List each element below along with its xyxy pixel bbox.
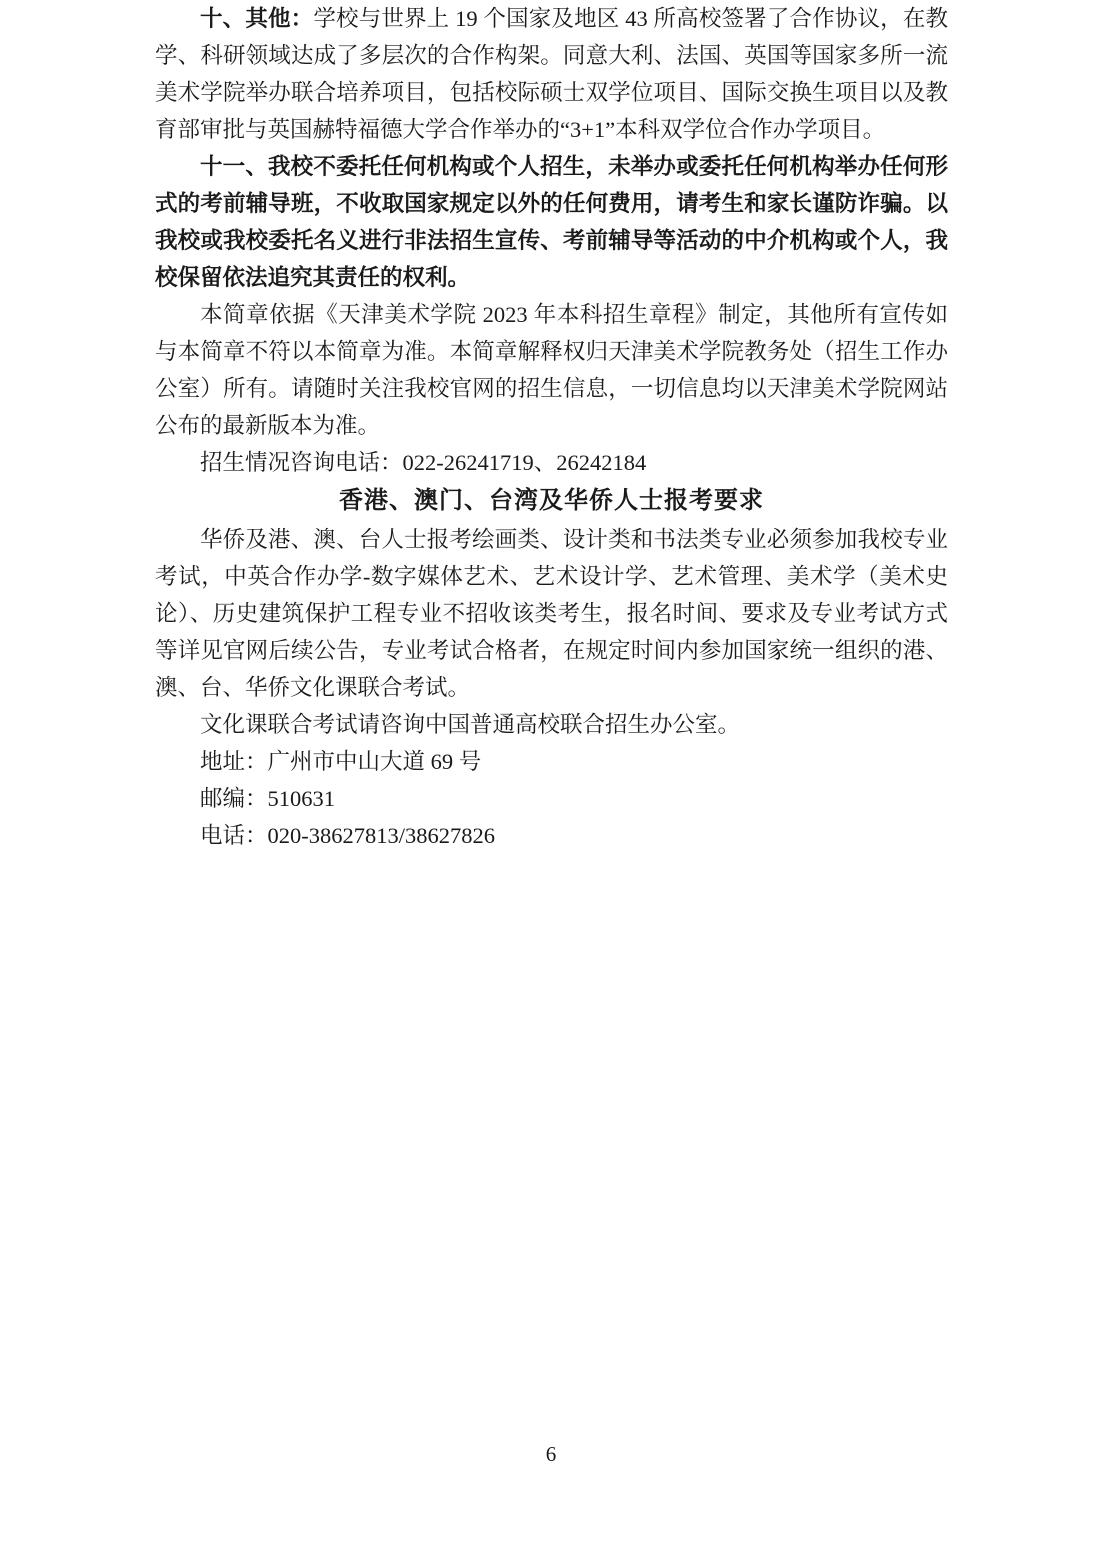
contact-line-postcode: 邮编：510631 (200, 786, 336, 811)
paragraph-section-eleven: 十一、我校不委托任何机构或个人招生，未举办或委托任何机构举办任何形式的考前辅导班，不收取国家规定以外的任何费用，请考生和家长谨防诈骗。以我校或我校委托名义进行非法招生宣传、考前辅导等活动的中介机构或个人，我校保留依法追究其责任的权利。 (155, 154, 948, 290)
paragraph-hk-body: 华侨及港、澳、台人士报考绘画类、设计类和书法类专业必须参加我校专业考试，中英合作办学-数字媒体艺术、艺术设计学、艺术管理、美术学（美术史论）、历史建筑保护工程专业不招收该类考生，报名时间、要求及专业考试方式等详见官网后续公告，专业考试合格者，在规定时间内参加国家统一组织的港、澳、台、华侨文化课联合考试。 (155, 527, 948, 700)
page-title: 香港、澳门、台湾及华侨人士报考要求 (339, 487, 764, 514)
page-number: 6 (545, 1442, 557, 1466)
contact-line-address: 地址：广州市中山大道 69 号 (200, 749, 482, 774)
contact-line-joint-exam: 文化课联合考试请咨询中国普通高校联合招生办公室。 (200, 712, 741, 737)
paragraph-admission-phone: 招生情况咨询电话：022-26241719、26242184 (200, 450, 647, 475)
paragraph-section-other (155, 0, 948, 148)
contact-line-telephone: 电话：020-38627813/38627826 (200, 823, 495, 848)
paragraph-other-body: 学校与世界上 19 个国家及地区 43 所高校签署了合作协议，在教学、科研领域达成了多层次的合作构架。同意大利、法国、英国等国家多所一流美术学院举办联合培养项目，包括校际硕士双学位项目、国际交换生项目以及教育部审批与英国赫特福德大学合作举办的“3+1”本科双学位合作办学项目。 (155, 6, 948, 142)
paragraph-other-label: 十、其他： (200, 6, 314, 31)
page-content (155, 0, 948, 854)
paragraph-disclaimer: 本简章依据《天津美术学院 2023 年本科招生章程》制定，其他所有宣传如与本简章不符以本简章为准。本简章解释权归天津美术学院教务处（招生工作办公室）所有。请随时关注我校官网的招生信息，一切信息均以天津美术学院网站公布的最新版本为准。 (155, 302, 948, 438)
